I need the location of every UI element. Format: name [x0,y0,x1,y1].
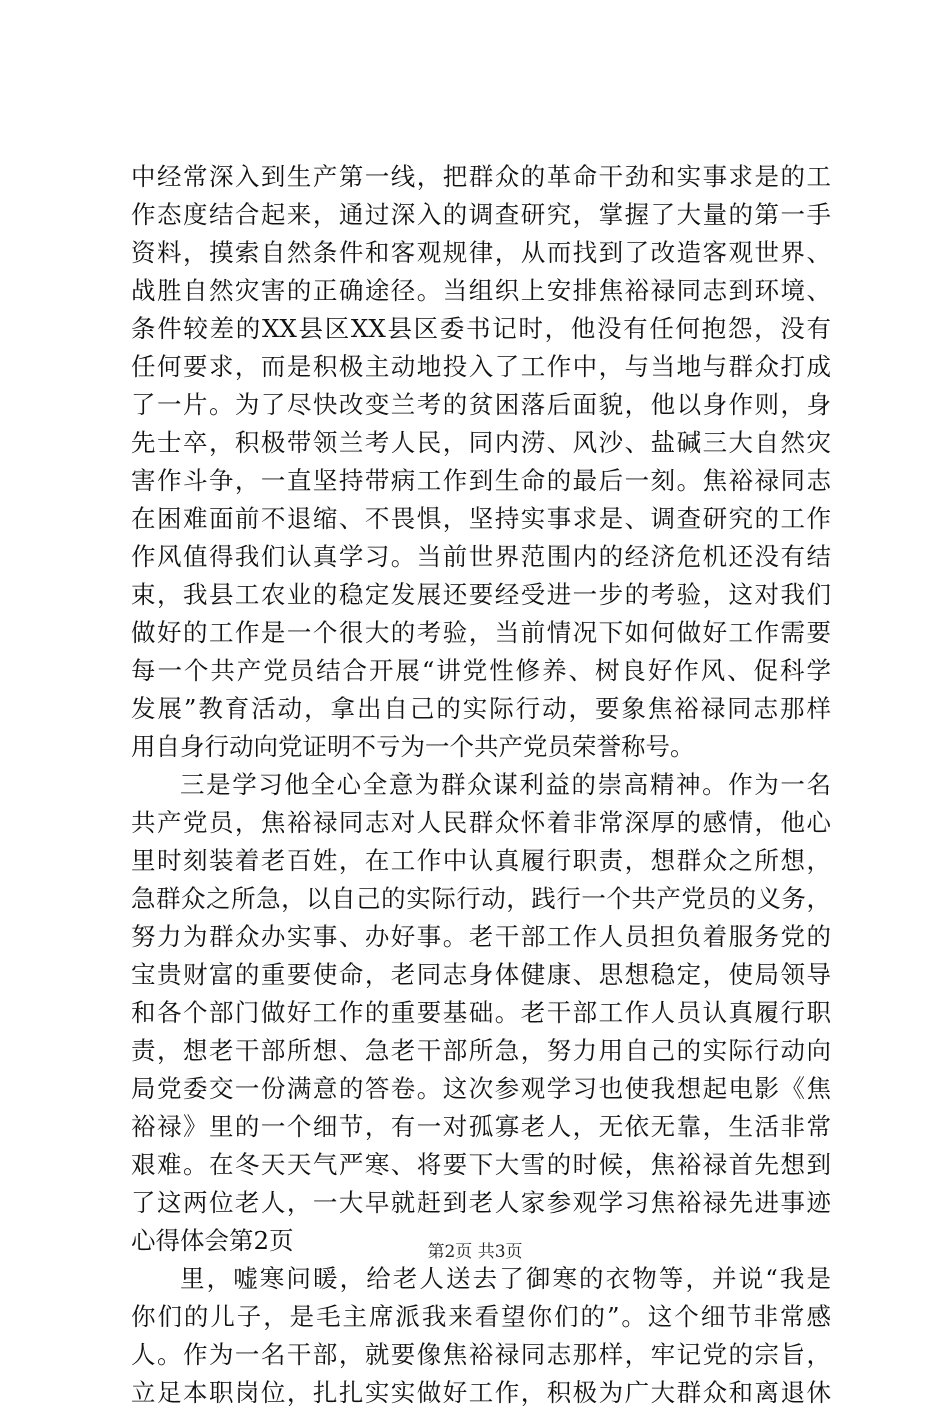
text-line: 束，我县工农业的稳定发展还要经受进一步的考验，这对我们 [131,580,831,609]
text-line: 害作斗争，一直坚持带病工作到生命的最后一刻。焦裕禄同志 [131,466,831,495]
text-line: 和各个部门做好工作的重要基础。老干部工作人员认真履行职 [131,998,831,1027]
text-line: 局党委交一份满意的答卷。这次参观学习也使我想起电影《焦 [131,1074,831,1103]
text-line: 作态度结合起来，通过深入的调查研究，掌握了大量的第一手 [131,200,831,229]
text-line: 里时刻装着老百姓，在工作中认真履行职责，想群众之所想， [131,846,831,875]
text-line: 用自身行动向党证明不亏为一个共产党员荣誉称号。 [131,732,695,761]
text-line: 了这两位老人，一大早就赶到老人家参观学习焦裕禄先进事迹 [131,1188,831,1217]
text-line: 艰难。在冬天天气严寒、将要下大雪的时候，焦裕禄首先想到 [131,1150,831,1179]
text-line: 了一片。为了尽快改变兰考的贫困落后面貌，他以身作则，身 [131,390,831,419]
text-line: 里，嘘寒问暖，给老人送去了御寒的衣物等，并说“我是 [180,1264,831,1293]
page-number-label: 第2页 共3页 [427,1242,523,1262]
text-line: 资料，摸索自然条件和客观规律，从而找到了改造客观世界、 [131,238,831,267]
text-line: 先士卒，积极带领兰考人民，同内涝、风沙、盐碱三大自然灾 [131,428,831,457]
text-line: 心得体会第2页 [131,1226,294,1255]
text-line: 立足本职岗位，扎扎实实做好工作，积极为广大群众和离退休 [131,1378,831,1407]
document-body [131,158,831,1412]
text-line: 中经常深入到生产第一线，把群众的革命干劲和实事求是的工 [131,162,831,191]
text-line: 你们的儿子，是毛主席派我来看望你们的”。这个细节非常感 [131,1302,831,1331]
text-line: 共产党员，焦裕禄同志对人民群众怀着非常深厚的感情，他心 [131,808,831,837]
text-line: 发展”教育活动，拿出自己的实际行动，要象焦裕禄同志那样 [131,694,831,723]
page-footer [0,1240,950,1264]
text-line: 宝贵财富的重要使命，老同志身体健康、思想稳定，使局领导 [131,960,831,989]
text-line: 条件较差的XX县区XX县区委书记时，他没有任何抱怨，没有 [131,314,831,343]
text-line: 三是学习他全心全意为群众谋利益的崇高精神。作为一名 [180,770,831,799]
text-line: 任何要求，而是积极主动地投入了工作中，与当地与群众打成 [131,352,831,381]
text-line: 每一个共产党员结合开展“讲党性修养、树良好作风、促科学 [131,656,831,685]
text-line: 人。作为一名干部，就要像焦裕禄同志那样，牢记党的宗旨， [131,1340,831,1369]
text-line: 战胜自然灾害的正确途径。当组织上安排焦裕禄同志到环境、 [131,276,831,305]
text-line: 裕禄》里的一个细节，有一对孤寡老人，无依无靠，生活非常 [131,1112,831,1141]
text-line: 责，想老干部所想、急老干部所急，努力用自己的实际行动向 [131,1036,831,1065]
text-line: 努力为群众办实事、办好事。老干部工作人员担负着服务党的 [131,922,831,951]
text-line: 在困难面前不退缩、不畏惧，坚持实事求是、调查研究的工作 [131,504,831,533]
text-line: 急群众之所急，以自己的实际行动，践行一个共产党员的义务， [131,884,831,913]
text-line: 做好的工作是一个很大的考验，当前情况下如何做好工作需要 [131,618,831,647]
text-line: 作风值得我们认真学习。当前世界范围内的经济危机还没有结 [131,542,831,571]
